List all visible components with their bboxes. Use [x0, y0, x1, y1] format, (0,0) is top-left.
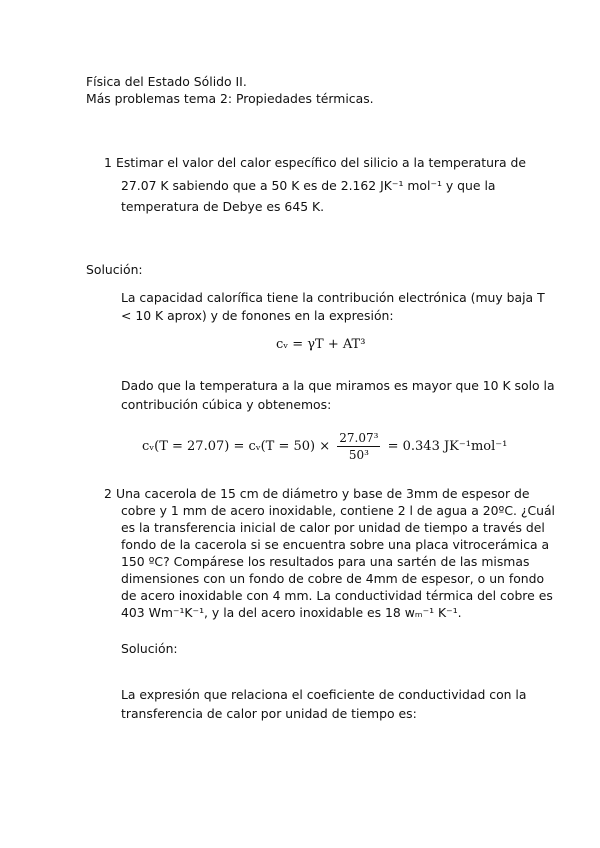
- fraction-numerator: 27.07³: [339, 431, 379, 445]
- problem-2-text-1: Una cacerola de 15 cm de diámetro y base de 3mm de espesor de: [116, 486, 530, 501]
- problem-2-line-2: cobre y 1 mm de acero inoxidable, contiene 2 l de agua a 20ºC. ¿Cuál: [121, 503, 555, 518]
- problem-1-line-1: [104, 155, 527, 170]
- course-title: Física del Estado Sólido II.: [86, 74, 247, 89]
- problem-2-line-7: de acero inoxidable con 4 mm. La conductividad térmica del cobre es: [121, 588, 553, 603]
- solution-1-para-1-line-2: < 10 K aprox) y de fonones en la expresión:: [121, 308, 394, 323]
- solution-2-line-1: La expresión que relaciona el coeficiente de conductividad con la: [121, 687, 527, 702]
- equation-result-left: cᵥ(T = 27.07) = cᵥ(T = 50) ×: [142, 439, 331, 454]
- solution-1-para-1-line-1: La capacidad calorífica tiene la contribución electrónica (muy baja T: [121, 290, 545, 305]
- solution-2-label: Solución:: [121, 641, 178, 656]
- equation-heat-capacity: cᵥ = γT + AT³: [276, 337, 366, 352]
- problem-2-line-6: dimensiones con un fondo de cobre de 4mm de espesor, o un fondo: [121, 571, 545, 586]
- topic-title: Más problemas tema 2: Propiedades térmicas.: [86, 91, 374, 106]
- problem-2-line-8: 403 Wm⁻¹K⁻¹, y la del acero inoxidable es 18 wₘ⁻¹ K⁻¹.: [121, 605, 462, 620]
- equation-result: [142, 430, 507, 463]
- solution-1-para-2-line-1: Dado que la temperatura a la que miramos es mayor que 10 K solo la: [121, 378, 555, 393]
- problem-1-line-3: temperatura de Debye es 645 K.: [121, 199, 325, 214]
- problem-1-number: 1: [104, 155, 112, 170]
- problem-2-line-4: fondo de la cacerola si se encuentra sobre una placa vitrocerámica a: [121, 537, 550, 552]
- problem-2-line-5: 150 ºC? Compárese los resultados para una sartén de las mismas: [121, 554, 530, 569]
- solution-2-line-2: transferencia de calor por unidad de tiempo es:: [121, 706, 417, 721]
- solution-1-para-2-line-2: contribución cúbica y obtenemos:: [121, 397, 332, 412]
- problem-1-text-1: Estimar el valor del calor específico del silicio a la temperatura de: [116, 155, 527, 170]
- problem-2-line-1: [104, 486, 530, 501]
- solution-1-label: Solución:: [86, 262, 143, 277]
- problem-1-line-2: 27.07 K sabiendo que a 50 K es de 2.162 JK⁻¹ mol⁻¹ y que la: [121, 178, 496, 193]
- equation-result-fraction: [337, 430, 380, 463]
- fraction-denominator: 50³: [348, 448, 369, 462]
- equation-result-right: = 0.343 JK⁻¹mol⁻¹: [387, 439, 508, 454]
- problem-2-line-3: es la transferencia inicial de calor por unidad de tiempo a través del: [121, 520, 545, 535]
- problem-2-number: 2: [104, 486, 112, 501]
